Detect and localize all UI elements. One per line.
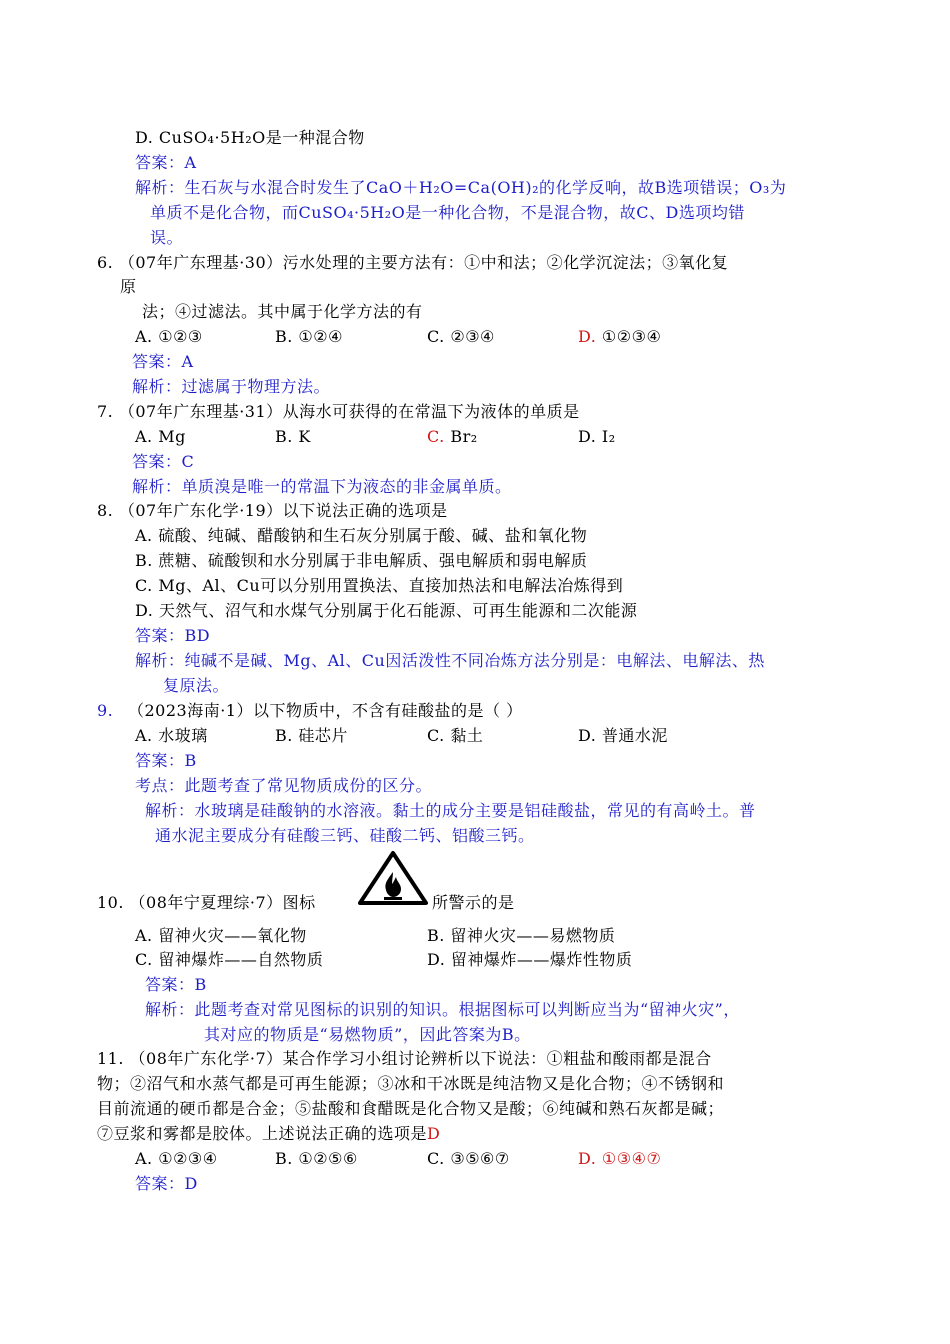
q9-option-b: B. 硅芯片 <box>275 726 348 745</box>
q11-answer: 答案：D <box>135 1174 198 1193</box>
q6-stem-line-2: 原 <box>120 277 137 296</box>
q7-option-c: C. Br₂ <box>427 427 478 446</box>
q6-analysis: 解析：过滤属于物理方法。 <box>132 377 331 396</box>
q10-option-d: D. 留神爆炸——爆炸性物质 <box>427 950 633 969</box>
q11-stem-line-3: 目前流通的硬币都是合金；⑤盐酸和食醋既是化合物又是酸；⑥纯碱和熟石灰都是碱； <box>97 1099 725 1118</box>
q6-option-b: B. ①②④ <box>275 327 343 346</box>
flammable-warning-icon <box>357 850 429 906</box>
q8-answer: 答案：BD <box>135 626 211 645</box>
q6-option-a: A. ①②③ <box>135 327 203 346</box>
q8-analysis-line-1: 解析：纯碱不是碱、Mg、Al、Cu因活泼性不同冶炼方法分别是：电解法、电解法、热 <box>135 651 765 670</box>
q8-option-d: D. 天然气、沼气和水煤气分别属于化石能源、可再生能源和二次能源 <box>135 601 638 620</box>
q10-analysis-line-2: 其对应的物质是“易燃物质”，因此答案为B。 <box>204 1025 531 1044</box>
q9-option-d: D. 普通水泥 <box>578 726 668 745</box>
q9-option-c: C. 黏土 <box>427 726 484 745</box>
q7-stem: 7. （07年广东理基·31）从海水可获得的在常温下为液体的单质是 <box>97 402 580 421</box>
q8-option-a: A. 硫酸、纯碱、醋酸钠和生石灰分别属于酸、碱、盐和氧化物 <box>135 526 588 545</box>
q9-point: 考点：此题考查了常见物质成份的区分。 <box>135 776 433 795</box>
q9-number: 9. <box>97 701 114 720</box>
q5-analysis-line-3: 误。 <box>150 228 184 247</box>
q11-stem-line-4: ⑦豆浆和雾都是胶体。上述说法正确的选项是D <box>97 1124 441 1143</box>
q7-analysis: 解析：单质溴是唯一的常温下为液态的非金属单质。 <box>132 477 512 496</box>
q5-answer: 答案：A <box>135 153 197 172</box>
q9-analysis-line-1: 解析：水玻璃是硅酸钠的水溶液。黏土的成分主要是铝硅酸盐，常见的有高岭土。普 <box>145 801 756 820</box>
q8-option-b: B. 蔗糖、硫酸钡和水分别属于非电解质、强电解质和弱电解质 <box>135 551 588 570</box>
q11-option-c: C. ③⑤⑥⑦ <box>427 1149 510 1168</box>
q7-answer: 答案：C <box>132 452 195 471</box>
q11-inline-answer: D <box>427 1124 441 1143</box>
q9-option-a: A. 水玻璃 <box>135 726 208 745</box>
q10-option-a: A. 留神火灾——氧化物 <box>135 926 307 945</box>
q6-option-c: C. ②③④ <box>427 327 495 346</box>
q8-stem: 8. （07年广东化学·19）以下说法正确的选项是 <box>97 501 448 520</box>
q6-stem-line-1: 6. （07年广东理基·30）污水处理的主要方法有：①中和法；②化学沉淀法；③氧化复 <box>97 253 729 272</box>
q10-stem-post: 所警示的是 <box>432 893 515 912</box>
q6-option-d: D. ①②③④ <box>578 327 662 346</box>
q7-option-a: A. Mg <box>135 427 186 446</box>
q9-stem: （2023海南·1）以下物质中，不含有硅酸盐的是（ ） <box>128 701 523 720</box>
q11-option-b: B. ①②⑤⑥ <box>275 1149 358 1168</box>
q5-analysis-line-2: 单质不是化合物，而CuSO₄·5H₂O是一种化合物，不是混合物，故C、D选项均错 <box>150 203 745 222</box>
q6-answer: 答案：A <box>132 352 194 371</box>
q10-option-b: B. 留神火灾——易燃物质 <box>427 926 616 945</box>
q11-stem-line-1: 11. （08年广东化学·7）某合作学习小组讨论辨析以下说法：①粗盐和酸雨都是混合 <box>97 1049 712 1068</box>
q8-option-c: C. Mg、Al、Cu可以分别用置换法、直接加热法和电解法冶炼得到 <box>135 576 624 595</box>
q6-stem-line-3: 法；④过滤法。其中属于化学方法的有 <box>142 302 423 321</box>
q10-analysis-line-1: 解析：此题考查对常见图标的识别的知识。根据图标可以判断应当为“留神火灾”， <box>145 1000 740 1019</box>
q8-analysis-line-2: 复原法。 <box>163 676 230 695</box>
q10-option-c: C. 留神爆炸——自然物质 <box>135 950 324 969</box>
q5-analysis-line-1: 解析：生石灰与水混合时发生了CaO＋H₂O=Ca(OH)₂的化学反响，故B选项错误；O₃为 <box>135 178 787 197</box>
q10-stem-pre: 10. （08年宁夏理综·7）图标 <box>97 893 316 912</box>
q7-option-d: D. I₂ <box>578 427 616 446</box>
q11-stem-line-2: 物；②沼气和水蒸气都是可再生能源；③冰和干冰既是纯洁物又是化合物；④不锈钢和 <box>97 1074 725 1093</box>
q11-option-d: D. ①③④⑦ <box>578 1149 662 1168</box>
q9-answer: 答案：B <box>135 751 197 770</box>
q9-analysis-line-2: 通水泥主要成分有硅酸三钙、硅酸二钙、铝酸三钙。 <box>155 826 535 845</box>
q11-option-a: A. ①②③④ <box>135 1149 218 1168</box>
q10-answer: 答案：B <box>145 975 207 994</box>
q7-option-b: B. K <box>275 427 311 446</box>
q5-option-d: D. CuSO₄·5H₂O是一种混合物 <box>135 128 365 147</box>
